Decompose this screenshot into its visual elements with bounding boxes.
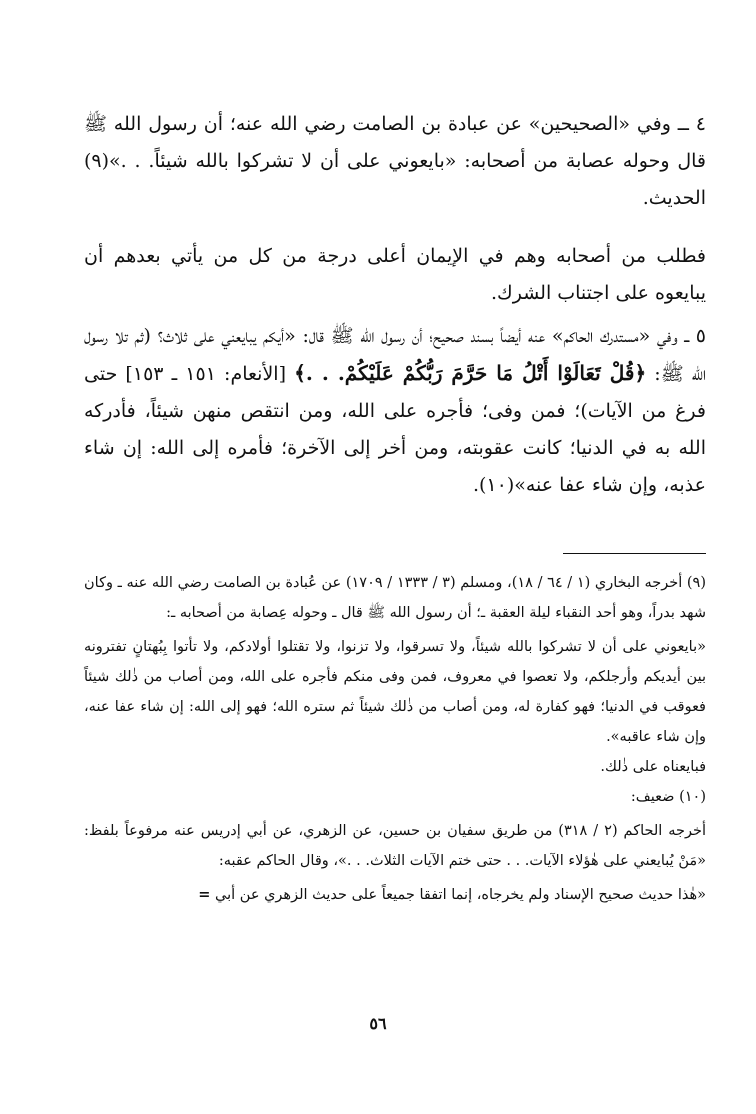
paragraph-5-text (84, 318, 706, 504)
footnote-divider (563, 553, 706, 554)
paragraph-4 (84, 106, 706, 217)
footnote-10-grade: (١٠) ضعيف: (630, 789, 706, 805)
footnotes-section (84, 568, 706, 910)
footnote-10-quote (84, 880, 706, 910)
paragraph-5 (84, 318, 706, 504)
footnote-9-quote: «بايعوني على أن لا تشركوا بالله شيئاً، ولا تسرقوا، ولا تزنوا، ولا تقتلوا أولادكم، ولا تأتوا بِبُهتانٍ تفترونه بين أيديكم وأرجلكم، ولا تعصوا في معروف، فمن وفى منكم فأجره على الله، ومن أصاب من ذٰلك شيئاً فعوقب في الدنيا؛ فهو كفارة له، ومن أصاب من ذٰلك شيئاً ثم ستره الله؛ فهو إلى الله: إن شاء عفا عنه، وإن شاء عاقبه». (84, 639, 706, 745)
continuation-mark: = (198, 886, 211, 903)
paragraph-5-part2: [الأنعام: ١٥١ ـ ١٥٣] حتى فرغ من الآيات)؛ فمن وفى؛ فأجره على الله، ومن انتقص منهن شيئاً، فأدركه الله به في الدنيا؛ كانت عقوبته، ومن أخر إلى الآخرة؛ فأمره إلى الله: إن شاء عذبه، وإن شاء عفا عنه»(١٠). (84, 363, 706, 496)
paragraph-commentary-text: فطلب من أصحابه وهم في الإيمان أعلى درجة من كل من يأتي بعدهم أن يبايعوه على اجتناب الشرك. (84, 245, 706, 304)
quran-verse: ﴿قُلْ تَعَالَوْا أَتْلُ مَا حَرَّمَ رَبُّكُمْ عَلَيْكُمْ. . .﴾ (294, 361, 647, 385)
footnote-9-end: فبايعناه على ذٰلك. (600, 759, 706, 775)
paragraph-5-part1: ٥ ــ وفي «مستدرك الحاكم» عنه أيضاً بسند صحيح؛ أن رسول الله ﷺ قال: «أيكم يبايعني على ثلاث؟ (ثم تلا رسول الله ﷺ: (84, 325, 706, 385)
paragraph-4-text: ٤ ــ وفي «الصحيحين» عن عبادة بن الصامت رضي الله عنه؛ أن رسول الله ﷺ قال وحوله عصابة من أصحابه: «بايعوني على أن لا تشركوا بالله شيئاً. . .»(٩) الحديث. (84, 113, 706, 209)
footnote-10-text: أخرجه الحاكم (٢ / ٣١٨) من طريق سفيان بن حسين، عن الزهري، عن أبي إدريس عنه مرفوعاً بلفظ: «مَنْ يُبايعني على هٰؤلاء الآيات. . . حتى ختم الآيات الثلاث. . .»، وقال الحاكم عقبه: (84, 823, 706, 869)
footnote-10-quote-text: «هٰذا حديث صحيح الإسناد ولم يخرجاه، إنما اتفقا جميعاً على حديث الزهري عن أبي (215, 887, 706, 903)
footnote-9-intro: (٩) أخرجه البخاري (١ / ٦٤ / ١٨)، ومسلم (٣ / ١٣٣٣ / ١٧٠٩) عن عُبادة بن الصامت رضي الله عنه ـ وكان شهد بدراً، وهو أحد النقباء ليلة العقبة ـ؛ أن رسول الله ﷺ قال ـ وحوله عِصابة من أصحابه ـ: (84, 575, 706, 621)
page-number: ٥٦ (369, 1014, 387, 1033)
paragraph-commentary (84, 238, 706, 312)
